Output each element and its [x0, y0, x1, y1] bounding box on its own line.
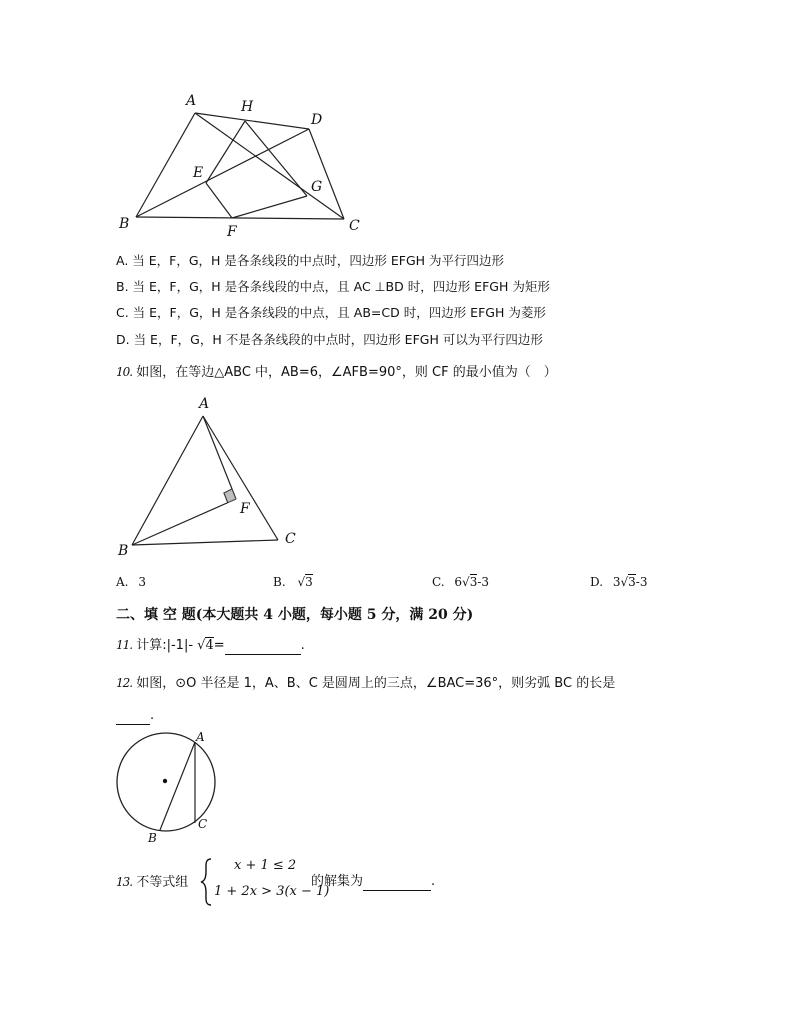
segment-cd	[309, 129, 344, 219]
radicand: 4	[205, 638, 214, 653]
question-13-tail	[311, 873, 435, 891]
choice-letter: B.	[273, 575, 286, 589]
chord-ab	[160, 742, 195, 830]
label-c: C	[285, 531, 296, 547]
segment-bf	[132, 499, 236, 545]
segment-ad	[195, 113, 309, 129]
answer-blank[interactable]	[225, 640, 301, 655]
radicand: 3	[469, 575, 478, 589]
question-number: 11.	[116, 638, 133, 652]
question-text: 如图，⊙O 半径是 1，A、B、C 是圆周上的三点，∠BAC=36°，则劣弧 BC 的长是	[136, 676, 616, 691]
choice-letter: C.	[432, 575, 445, 589]
label-g: G	[311, 179, 323, 195]
choice-tail: -3	[477, 575, 490, 589]
segment-gh	[245, 121, 307, 196]
segment-ab	[132, 416, 203, 545]
question-number: 13.	[116, 875, 133, 889]
segment-bd	[136, 129, 309, 217]
label-h: H	[241, 99, 254, 115]
option-c: C. 当 E，F，G，H 是各条线段的中点，且 AB=CD 时，四边形 EFGH 为菱形	[116, 305, 546, 320]
label-e: E	[193, 165, 204, 181]
label-b: B	[148, 831, 157, 845]
question-12	[116, 674, 615, 693]
segment-bc	[132, 540, 278, 545]
question-prefix: 不等式组	[136, 875, 189, 890]
question-12-answer	[116, 707, 154, 725]
question-suffix: 的解集为	[311, 874, 364, 889]
option-d: D. 当 E，F，G，H 不是各条线段的中点时，四边形 EFGH 可以为平行四边形	[116, 332, 543, 347]
option-a: A. 当 E，F，G，H 是各条线段的中点时，四边形 EFGH 为平行四边形	[116, 253, 505, 268]
figure-triangle	[120, 400, 290, 560]
center-dot	[163, 779, 167, 783]
right-angle-fill	[224, 489, 236, 503]
segment-ef	[206, 183, 232, 218]
choice-b[interactable]: B. √3	[273, 575, 313, 589]
question-13	[116, 873, 188, 892]
label-b: B	[118, 543, 129, 559]
label-f: F	[240, 501, 250, 517]
choice-d[interactable]: D. 3√3-3	[590, 575, 648, 589]
question-suffix: =	[213, 638, 225, 653]
choice-c[interactable]: C. 6√3-3	[432, 575, 490, 589]
coefficient: 3	[612, 575, 621, 589]
question-end: .	[300, 638, 305, 653]
choice-value: 3	[138, 575, 146, 589]
brace-icon	[199, 857, 213, 907]
segment-he	[206, 121, 245, 183]
question-number: 12.	[116, 676, 133, 690]
coefficient: 6	[454, 575, 463, 589]
segment-ac	[203, 416, 278, 540]
segment-af	[203, 416, 236, 499]
label-a: A	[199, 396, 210, 412]
question-end: .	[431, 874, 436, 889]
label-a: A	[196, 730, 205, 744]
question-prefix: 计算:|-1|-	[136, 638, 198, 653]
choice-a[interactable]	[116, 575, 146, 589]
label-a: A	[186, 93, 197, 109]
choice-letter: D.	[590, 575, 604, 589]
question-10	[116, 363, 557, 382]
question-11: 11. 计算:|-1|- √4= .	[116, 638, 305, 653]
question-end: .	[150, 708, 155, 723]
label-f: F	[227, 224, 237, 240]
segment-bc	[136, 217, 344, 219]
label-d: D	[311, 112, 323, 128]
answer-blank[interactable]	[116, 710, 150, 725]
question-number: 10.	[116, 365, 133, 379]
label-c: C	[349, 218, 360, 234]
segment-fg	[232, 196, 307, 218]
option-b: B. 当 E，F，G，H 是各条线段的中点，且 AC ⊥BD 时，四边形 EFGH 为矩形	[116, 279, 550, 294]
radicand: 3	[628, 575, 636, 589]
choice-letter: A.	[116, 575, 129, 589]
question-text: 如图，在等边△ABC 中，AB=6，∠AFB=90°，则 CF 的最小值为（ ）	[136, 365, 557, 380]
radicand: 3	[305, 575, 313, 589]
inequality-line-2: 1 + 2x > 3(x − 1)	[214, 884, 330, 899]
label-b: B	[119, 216, 130, 232]
choice-tail: -3	[635, 575, 648, 589]
section-heading: 二、填 空 题(本大题共 4 小题，每小题 5 分，满 20 分)	[116, 607, 474, 623]
inequality-line-1: x + 1 ≤ 2	[234, 858, 297, 873]
answer-blank[interactable]	[363, 876, 431, 891]
label-c: C	[198, 817, 208, 831]
